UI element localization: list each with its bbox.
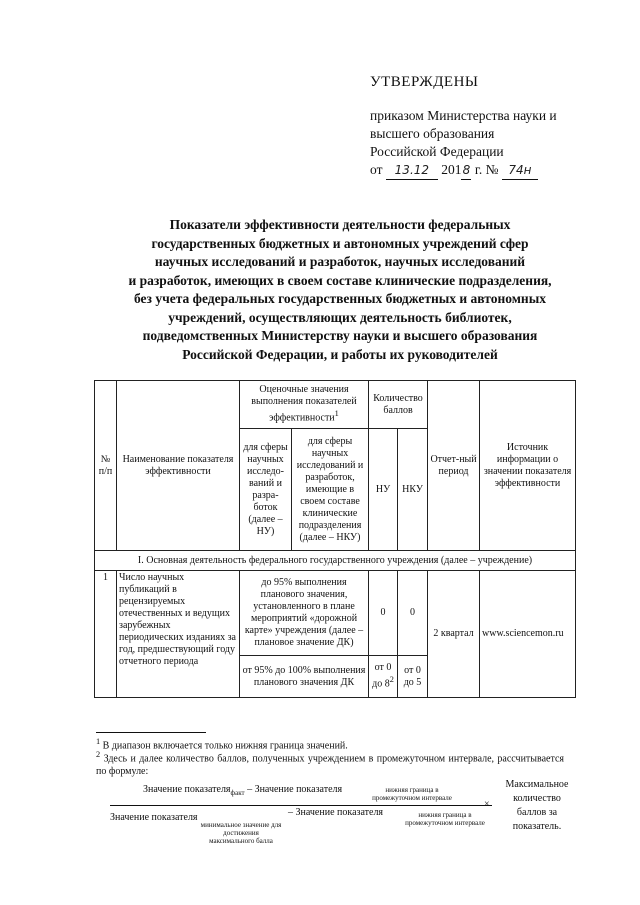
title-line: и разработок, имеющих в своем составе клинические подразделения, — [128, 272, 552, 288]
col-header-points: Количество баллов — [369, 381, 428, 429]
numerator-term-a: Значение показателя — [143, 784, 231, 795]
footnote-text: В диапазон включается только нижняя граница значений. — [102, 740, 348, 752]
col-header-evaluation — [240, 381, 369, 429]
points-nu-2-value: от 0 до 8 — [372, 662, 392, 690]
title-line: научных исследований и разработок, научных исследований — [154, 254, 526, 269]
indicator-name: Число научных публикаций в рецензируемых отечественных и ведущих зарубежных периодических изданиях за год, предшествующий году отчетного периода — [117, 571, 240, 698]
title-line: Российской Федерации, и работы их руководителей — [182, 346, 498, 362]
year-digit: 8 — [461, 161, 471, 180]
row-number: 1 — [95, 571, 117, 698]
numerator-term-b: – Значение показателя — [247, 784, 343, 795]
title-line: без учета федеральных государственных бюджетных и автономных — [133, 291, 547, 306]
section-row: I. Основная деятельность федерального государственного учреждения (далее – учреждение) — [95, 551, 576, 571]
footnote-number: 2 — [96, 750, 101, 759]
order-date-line — [370, 161, 557, 180]
formula-numerator — [143, 784, 342, 797]
denominator-term-b: – Значение показателя — [288, 807, 384, 818]
numerator-sub-a: факт — [230, 789, 245, 797]
reporting-period: 2 квартал — [428, 571, 480, 698]
col-header-name: Наименование показателя эффективности — [117, 381, 240, 551]
denominator-sub-a: минимальное значение для достижения максимального балла — [200, 821, 282, 845]
indicators-table — [94, 380, 576, 698]
source-link: www.sciencemon.ru — [480, 571, 576, 698]
from-label: от — [370, 162, 383, 177]
footnote-ref: 2 — [389, 675, 394, 685]
numerator-sub-b: нижняя граница в промежуточном интервале — [372, 786, 452, 802]
footnote-number: 1 — [96, 737, 101, 746]
col-header-nu-desc: для сферы научных исследо-ваний и разра-боток (далее – НУ) — [240, 429, 292, 551]
footnote-separator — [96, 732, 206, 733]
order-date: 13.12 — [386, 161, 438, 180]
footnote-ref: 1 — [334, 409, 339, 419]
document-title — [90, 216, 590, 364]
points-nu-1: 0 — [369, 571, 398, 656]
col-header-nu: НУ — [369, 429, 398, 551]
order-line-1: приказом Министерства науки и — [370, 108, 557, 123]
year-suffix: г. № — [474, 162, 499, 177]
title-line: подведомственных Министерству науки и высшего образования — [142, 328, 538, 343]
title-line: учреждений, осуществляющих деятельность библиотек, — [168, 309, 512, 325]
col-header-source: Источник информации о значении показателя эффективности — [480, 381, 576, 551]
title-line: Показатели эффективности деятельности федеральных — [169, 217, 511, 232]
condition-1: до 95% выполнения планового значения, установленного в плане мероприятий «дорожной карте» учреждения (далее – плановое значение ДК) — [240, 571, 369, 656]
condition-2: от 95% до 100% выполнения планового значения ДК — [240, 656, 369, 698]
col-header-nku-desc: для сферы научных исследований и разработок, имеющие в своем составе клинические подразделения (далее – НКУ) — [292, 429, 369, 551]
denominator-term-a: Значение показателя — [110, 812, 198, 823]
points-nku-1: 0 — [398, 571, 428, 656]
approved-heading: УТВЕРЖДЕНЫ — [370, 74, 479, 90]
fraction-bar — [110, 805, 492, 806]
footnote-text: Здесь и далее количество баллов, полученных учреждением в промежуточном интервале, рассчитывается по формуле: — [96, 753, 565, 778]
denominator-sub-b: нижняя граница в промежуточном интервале — [405, 811, 485, 827]
footnote-2 — [96, 748, 564, 778]
evaluation-label: Оценочные значения выполнения показателей эффективности — [251, 384, 357, 424]
col-header-period: Отчет-ный период — [428, 381, 480, 551]
order-line-3: Российской Федерации — [370, 144, 504, 159]
times-sign: × — [484, 799, 490, 810]
points-nu-2 — [369, 656, 398, 698]
order-number: 74н — [502, 161, 538, 180]
col-header-number: № п/п — [95, 381, 117, 551]
points-nku-2: от 0 до 5 — [398, 656, 428, 698]
max-points-text: Максимальное количество баллов за показатель. — [505, 779, 569, 832]
order-line-2: высшего образования — [370, 126, 495, 141]
approval-order — [370, 107, 557, 180]
year-prefix: 201 — [441, 162, 462, 177]
col-header-nku: НКУ — [398, 429, 428, 551]
title-line: государственных бюджетных и автономных учреждений сфер — [151, 235, 529, 251]
